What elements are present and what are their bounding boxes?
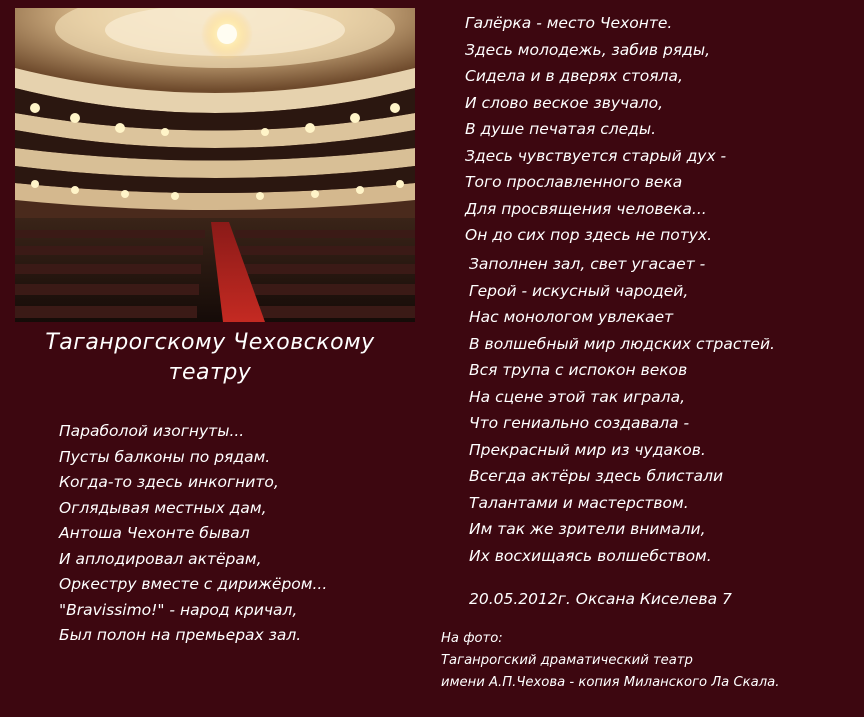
caption-line: имени А.П.Чехова - копия Миланского Ла Скала. xyxy=(441,675,780,690)
poem-line: В волшебный мир людских страстей. xyxy=(469,334,775,353)
poem-line: Нас монологом увлекает xyxy=(469,308,674,326)
poem-stanza-right-1 xyxy=(465,10,726,249)
poem-line: Им так же зрители внимали, xyxy=(469,520,706,538)
poem-line: Всегда актёры здесь блистали xyxy=(469,467,724,485)
poem-line: Оркестру вместе с дирижёром... xyxy=(59,575,328,593)
poem-title xyxy=(30,328,390,388)
poem-line: Того прославленного века xyxy=(465,173,683,191)
poem-line: Сидела и в дверях стояла, xyxy=(465,67,683,85)
poem-line: Что гениально создавала - xyxy=(469,414,690,432)
title-line-1: Таганрогскому Чеховскому xyxy=(45,330,375,355)
theatre-photo xyxy=(15,8,415,322)
poem-line: Параболой изогнуты... xyxy=(59,422,245,440)
poem-line: Пусты балконы по рядам. xyxy=(59,447,271,466)
poem-line: Здесь чувствуется старый дух - xyxy=(465,146,727,165)
poem-line: "Bravissimo!" - народ кричал, xyxy=(59,600,298,619)
poem-line: Для просвящения человека... xyxy=(465,199,707,218)
poem-line: В душе печатая следы. xyxy=(465,120,657,138)
poem-line: На сцене этой так играла, xyxy=(469,387,686,406)
poem-line: И аплодировал актёрам, xyxy=(59,549,262,568)
poem-line: Талантами и мастерством. xyxy=(469,493,689,512)
poem-stanza-right-2 xyxy=(469,251,775,569)
poem-line: И слово веское звучало, xyxy=(465,93,664,112)
poem-line: Был полон на премьерах зал. xyxy=(59,626,302,644)
poem-line: Здесь молодежь, забив ряды, xyxy=(465,40,711,59)
poem-line: Оглядывая местных дам, xyxy=(59,498,267,517)
poem-line: Их восхищаясь волшебством. xyxy=(469,546,712,565)
poem-line: Галёрка - место Чехонте. xyxy=(465,14,673,32)
poem-stanza-left xyxy=(59,419,327,649)
poem-line: Когда-то здесь инкогнито, xyxy=(59,473,279,491)
caption-line: На фото: xyxy=(441,631,503,646)
title-line-2: театру xyxy=(168,360,252,385)
poem-line: Он до сих пор здесь не потух. xyxy=(465,226,713,244)
caption-line: Таганрогский драматический театр xyxy=(441,653,693,668)
poem-line: Антоша Чехонте бывал xyxy=(59,524,250,542)
poem-signature: 20.05.2012г. Оксана Киселева 7 xyxy=(469,590,732,608)
poem-line: Вся трупа с испокон веков xyxy=(469,361,688,379)
poem-line: Прекрасный мир из чудаков. xyxy=(469,440,706,459)
photo-caption xyxy=(441,628,779,694)
poem-line: Герой - искусный чародей, xyxy=(469,281,689,300)
poem-line: Заполнен зал, свет угасает - xyxy=(469,255,706,273)
